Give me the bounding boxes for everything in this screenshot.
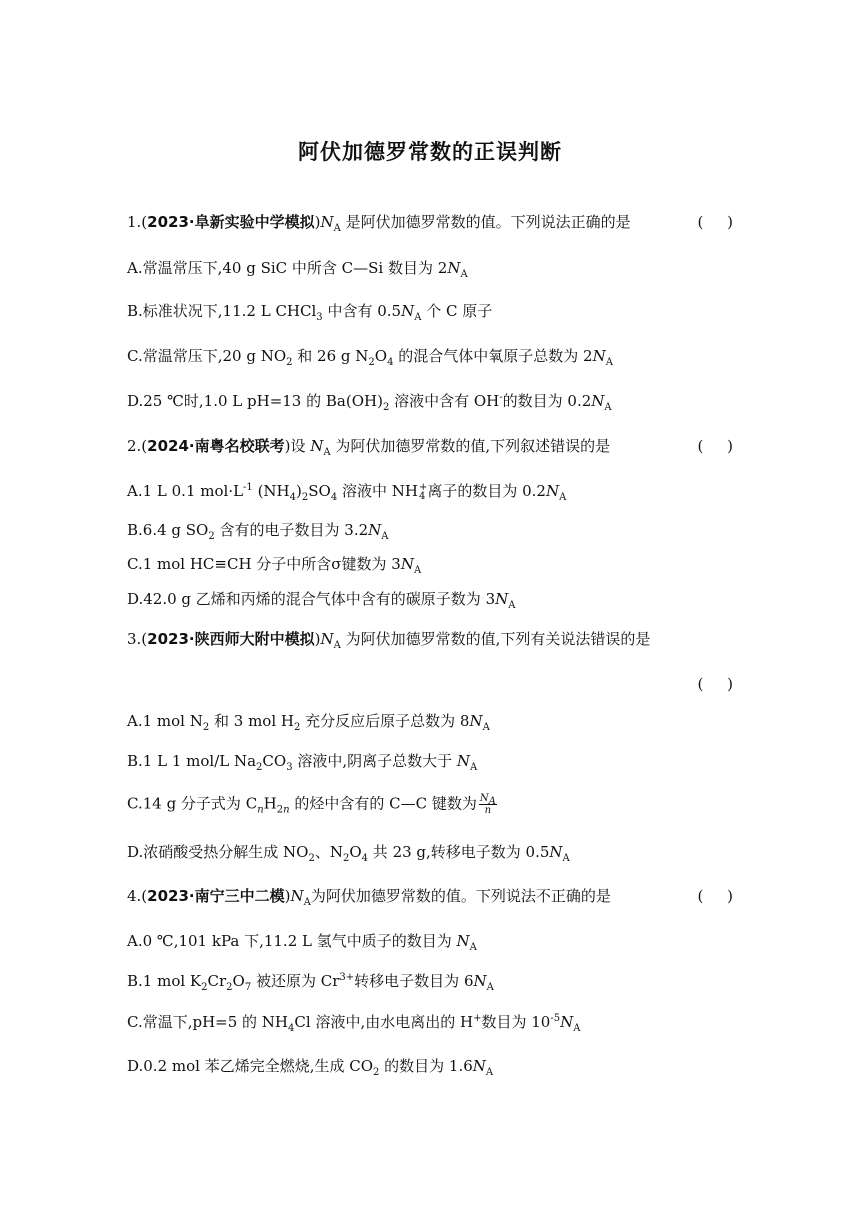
question-3-source: 2023·陕西师大附中模拟 — [147, 630, 315, 648]
question-4-option-c: C.常温下,pH=5 的 $NH_4Cl$ 溶液中,由水电离出的 H+数目为 $10^{-5}N_A$ — [127, 1013, 581, 1034]
na-over-n-fraction: $\frac{N_A}{n}$ — [479, 793, 496, 816]
question-1-stem: 1.(2023·阜新实验中学模拟)$N_A$ 是阿伏加德罗常数的值。下列说法正确的是 — [127, 213, 631, 234]
question-1-answer-blank: ( ) — [697, 213, 733, 231]
question-1-source: 2023·阜新实验中学模拟 — [147, 213, 315, 231]
question-4-source: 2023·南宁三中二模 — [147, 887, 285, 905]
question-2-option-b: B.6.4 g $SO_2$ 含有的电子数目为 $3.2N_A$ — [127, 521, 389, 542]
question-4-answer-blank: ( ) — [697, 887, 733, 905]
question-1-option-c: C.常温常压下,20 g $NO_2$ 和 26 g $N_2O_4$ 的混合气体中氧原子总数为 $2N_A$ — [127, 347, 613, 368]
question-4-option-b: B.1 mol $K_2Cr_2O_7$ 被还原为 $Cr^{3+}$转移电子数目为 $6N_A$ — [127, 972, 494, 993]
question-4-option-a: A.0 ℃,101 kPa 下,11.2 L 氢气中质子的数目为 $N_A$ — [127, 932, 477, 953]
question-2-source: 2024·南粤名校联考 — [147, 437, 285, 455]
question-1-option-b: B.标准状况下,11.2 L CHCl$_3$ 中含有 $0.5N_A$ 个 C 原子 — [127, 302, 493, 323]
question-2-option-a: A.1 L 0.1 $mol\cdot L^{-1}$ $(NH_4)_2SO_4$ 溶液中 NH + 4 离子的数目为 $0.2N_A$ — [127, 482, 567, 503]
question-1-option-a: A.常温常压下,40 g SiC 中所含 C—Si 数目为 $2N_A$ — [127, 259, 468, 280]
question-2-option-c: C.1 mol HC≡CH 分子中所含σ键数为 $3N_A$ — [127, 555, 422, 576]
question-3-option-d: D.浓硝酸受热分解生成 $NO_2$、$N_2O_4$ 共 23 g,转移电子数为 $0.5N_A$ — [127, 843, 570, 864]
question-4-stem: 4.(2023·南宁三中二模)$N_A$为阿伏加德罗常数的值。下列说法不正确的是 — [127, 887, 611, 908]
question-3-option-b: B.1 L 1 mol/L $Na_2CO_3$ 溶液中,阴离子总数大于 $N_A$ — [127, 752, 478, 773]
ammonium-charge: + 4 — [418, 482, 428, 502]
question-1-option-d: D.25 ℃时,1.0 L pH=13 的 $Ba(OH)_2$ 溶液中含有 OH-的数目为 $0.2N_A$ — [127, 392, 612, 413]
question-4-option-d: D.0.2 mol 苯乙烯完全燃烧,生成 $CO_2$ 的数目为 $1.6N_A$ — [127, 1057, 494, 1078]
question-3-stem: 3.(2023·陕西师大附中模拟)$N_A$ 为阿伏加德罗常数的值,下列有关说法错误的是 — [127, 630, 651, 651]
question-3-answer-blank: ( ) — [697, 675, 733, 693]
question-3-option-a: A.1 mol $N_2$ 和 3 mol $H_2$ 充分反应后原子总数为 $8N_A$ — [127, 712, 490, 733]
page-title: 阿伏加德罗常数的正误判断 — [298, 140, 562, 164]
question-3-option-c: C.14 g 分子式为 $C_nH_{2n}$ 的烃中含有的 C—C 键数为 $\frac{N_A}{n}$ — [127, 793, 496, 816]
question-2-option-d: D.42.0 g 乙烯和丙烯的混合气体中含有的碳原子数为 $3N_A$ — [127, 590, 516, 611]
question-2-stem: 2.(2024·南粤名校联考)设 $N_A$ 为阿伏加德罗常数的值,下列叙述错误的是 — [127, 437, 611, 458]
question-2-answer-blank: ( ) — [697, 437, 733, 455]
